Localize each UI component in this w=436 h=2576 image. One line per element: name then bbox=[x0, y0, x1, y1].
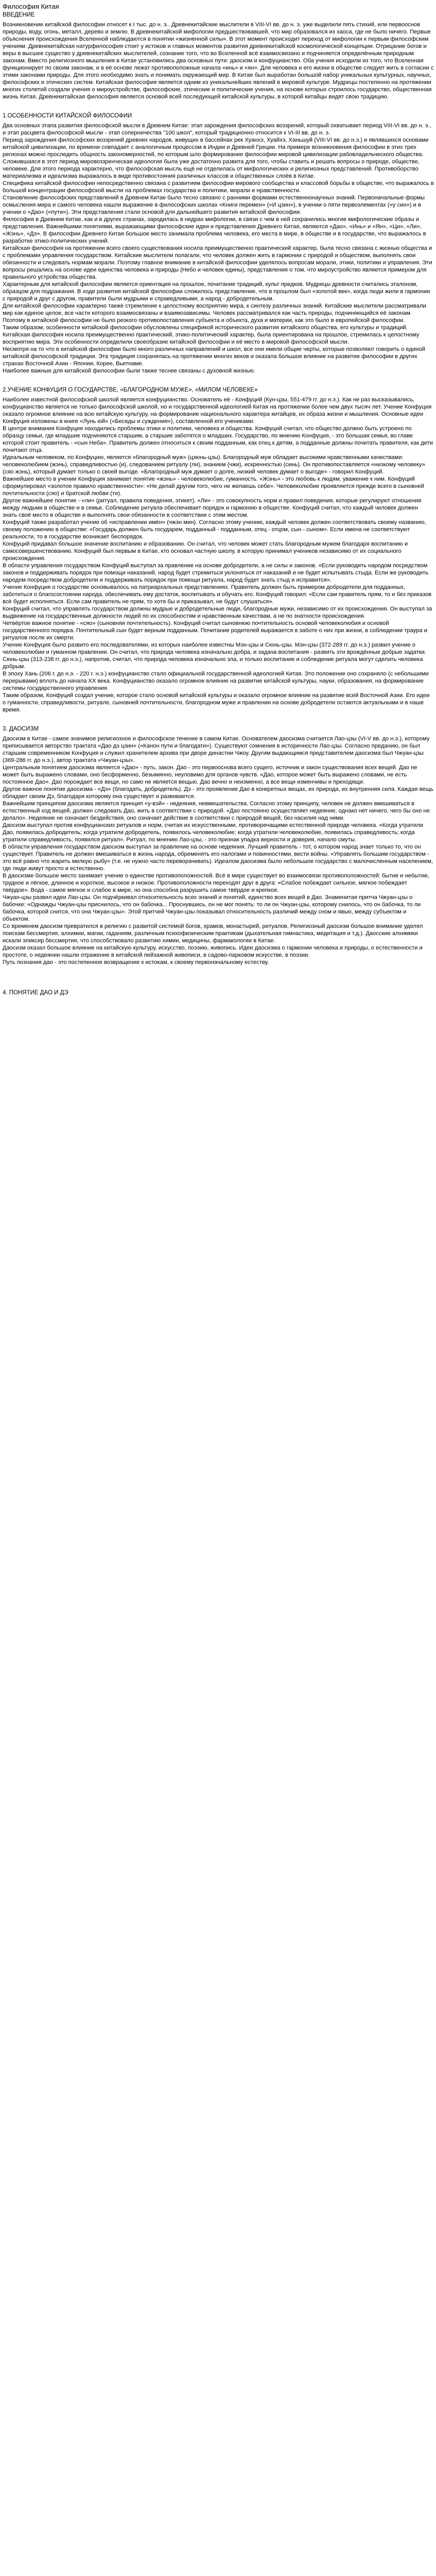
paragraph: Важнейшее место в учении Конфуция занимает понятие «жэнь» - человеколюбие, гуманность. «Жэнь» - это любовь к людям, уважение к ним. Конфуций сформулировал «золотое правило нравственности»: «Не делай другим того, чего не желаешь себе». Человеколюбие проявляется прежде всего в сыновней почтительности (сяо) и братской любви (ти). bbox=[3, 476, 424, 497]
section-2-body bbox=[3, 396, 434, 714]
paragraph: Конфуций также разработал учение об «исправлении имён» (чжэн мин). Согласно этому учению, каждый человек должен соответствовать своему названию, своему положению в обществе: «Государь должен быть государем, подданный - подданным, отец - отцом, сын - сыном». Если имена не соответствуют реальности, то в государстве возникает беспорядок. bbox=[3, 519, 426, 540]
paragraph: Конфуций считал, что управлять государством должны мудрые и добродетельные люди, благородные мужи, независимо от их происхождения. Он выступал за выдвижение на государственные должности людей по их способностям и нравственным качествам, а не по знатности происхождения. bbox=[3, 606, 432, 619]
paragraph: В даосизме большое место занимает учение о единстве противоположностей. Всё в мире существует во взаимосвязи противоположностей: бытие и небытие, трудное и лёгкое, длинное и короткое, высокое и низкое. Противоположности переходят друг в друга: «Слабое побеждает сильное, мягкое побеждает твёрдое». Вода - самое мягкое и слабое в мире, но она способна разрушить самое твёрдое и крепкое. bbox=[3, 873, 429, 893]
paragraph: Наиболее важные для китайской философии были также теснее связаны с духовной жизнью. bbox=[3, 368, 255, 374]
document-subtitle: ВВЕДЕНИЕ bbox=[3, 12, 35, 18]
section-3-body bbox=[3, 735, 434, 966]
paragraph: Со временем даосизм превратился в религию с развитой системой богов, храмов, монастырей, ритуалов. Религиозный даосизм большое внимание уделял поискам бессмертия, алхимии, магии, гаданиям, различным психофизическим практикам (дыхательная гимнастика, медитация и т.д.). Даосские алхимики искали эликсир бессмертия, что способствовало развитию химии, медицины, фармакологии в Китае. bbox=[3, 923, 423, 944]
paragraph: Центральным понятием даосизма является «Дао» - путь, закон. Дао - это первооснова всего сущего, источник и закон существования всех вещей. Дао не может быть выражено словами, оно бесформенно, безымянно, неуловимо для органов чувств. «Дао, которое может быть выражено словами, не есть постоянное Дао». Дао порождает все вещи, но само не является вещью. Дао вечно и неизменно, а все вещи изменчивы и преходящи. bbox=[3, 765, 417, 785]
paragraph: Учение Конфуция о государстве основывалось на патриархальных представлениях. Правитель должен быть примером добродетели для подданных, заботиться о благосостоянии народа, обеспечивать ему достаток, воспитывать и обучать его. Конфуций говорил: «Если сам правитель прям, то и без приказов всё будет исполняться. Если сам правитель не прям, то хотя бы и приказывал, не будут слушаться». bbox=[3, 584, 432, 605]
paragraph: Философия в Древнем Китае, как и в других странах, зародилась в недрах мифологии, в связи с чем в ней сохранились многие мифологические образы и представления. Важнейшими понятиями, выражающими философские идеи и представления Древнего Китая, являются «Дао», «Инь» и «Ян», «Ци», «Ли», «Жэнь», «Дэ». В философии Древнего Китая большое место занимала проблема человека, его места в мире, в обществе и в государстве, что выражалось в разработке этико-политических учений. bbox=[3, 216, 426, 244]
section-1-heading: 1.ОСОБЕННОСТИ КИТАЙСКОЙ ФИЛОСОФИИ bbox=[3, 113, 132, 119]
paragraph: Наиболее известной философской школой является конфуцианство. Основатель её - Конфуций (Кун-цзы, 551-479 гг. до н.э.). Как не раз высказывались, конфуцианство является не только философской школой, но и государственной идеологией Китая на протяжении более чем двух тысяч лет. Учение Конфуция оказало огромное влияние на всю китайскую культуру, на формирование национального характера китайцев, их образа жизни и мышления. Основные идеи Конфуция изложены в книге «Лунь юй» («Беседы и суждения»), составленной его учениками. bbox=[3, 397, 432, 425]
paragraph: Даосизм оказал большое влияние на китайскую культуру, искусство, поэзию, живопись. Идеи даосизма о гармонии человека и природы, о естественности и простоте, о недеянии нашли отражение в китайской пейзажной живописи, в садово-парковом искусстве, в поэзии. bbox=[3, 945, 423, 958]
paragraph: В области управления государством Конфуций выступал за правление на основе добродетели, а не силы и законов. «Если руководить народом посредством законов и поддерживать порядок при помощи наказаний, народ будет стремиться уклоняться от наказаний и не будет испытывать стыда. Если же руководить народом посредством добродетели и поддерживать порядок при помощи ритуала, народ будет знать стыд и исправится». bbox=[3, 563, 429, 583]
paragraph: Характерным для китайской философии является ориентация на прошлое, почитание традиций, культ предков. Мудрецы древности считались эталоном, образцом для подражания. В ходе развития китайской философии сложилось представление, что в прошлом был «золотой век», когда люди жили в гармонии с природой и друг с другом, правители были мудрыми и справедливыми, а народ - добродетельным. bbox=[3, 281, 430, 302]
paragraph: Таким образом, особенности китайской философии обусловлены спецификой исторического развития китайского общества, его культуры и традиций. Китайская философия носила преимущественно практический, этико-политический характер, была ориентирована на прошлое, стремилась к целостному восприятию мира. Эти особенности определили своеобразие китайской философии и её место в мировой философской мысли. bbox=[3, 325, 420, 345]
paragraph: Даосизм в Китае - самое значимое религиозное и философское течение в самом Китае. Основателем даосизма считается Лао-цзы (VI-V вв. до н.э.), которому приписывается авторство трактата «Дао дэ цзин» («Канон пути и благодати»). Существуют сомнения в историчности Лао-цзы. Согласно преданию, он был старшим современником Конфуция и служил хранителем архива при дворе династии Чжоу. Другим выдающимся представителем даосизма был Чжуан-цзы (369-286 гг. до н.э.), автор трактата «Чжуан-цзы». bbox=[3, 736, 430, 764]
paragraph: Учение Конфуция было развито его последователями, из которых наиболее известны Мэн-цзы и Сюнь-цзы. Мэн-цзы (372-289 гг. до н.э.) развил учение о человеколюбии и гуманном правлении. Он считал, что природа человека изначально добра, и задача воспитания - развить эти врождённые добрые задатки. Сюнь-цзы (313-238 гг. до н.э.), напротив, считал, что природа человека изначально зла, и только воспитание и соблюдение ритуала могут сделать человека добрым. bbox=[3, 642, 426, 670]
paragraph: Таким образом, Конфуций создал учение, которое стало основой китайской культуры и оказало огромное влияние на развитие всей Восточной Азии. Его идеи о гуманности, справедливости, ритуале, сыновней почтительности, благородном муже и правлении на основе добродетели остаются актуальными и в наше время. bbox=[3, 692, 430, 713]
paragraph: Конфуций придавал большое значение воспитанию и образованию. Он считал, что человек может стать благородным мужем благодаря воспитанию и самосовершенствованию. Конфуций был первым в Китае, кто основал частную школу, в которую принимал учеников независимо от их социального происхождения. bbox=[3, 541, 408, 562]
document-title: Философия Китая bbox=[3, 3, 59, 10]
paragraph: Период зарождения философских воззрений древних народов, живущих в бассейнах рек Хуанхэ, Хуайхэ, Ханьшуй (VIII-VI вв. до н.э.) и являвшихся основами китайской цивилизации, по времени совпадает с аналогичным процессом в Индии и Древней Греции. На примере возникновения философии в этих трех регионах можно проследить общность закономерностей, по которым шло формирование философии мировой цивилизации рабовладельческого общества. bbox=[3, 137, 429, 158]
section-2-heading: 2.УЧЕНИЕ КОНФУЦИЯ О ГОСУДАРСТВЕ, «БЛАГОРОДНОМ МУЖЕ», «МИЛОМ ЧЕЛОВЕКЕ» bbox=[3, 387, 258, 393]
paragraph: В центре внимания Конфуция находились проблемы этики и политики, человека и общества. Конфуций считал, что общество должно быть устроено по образцу семьи, где младшие подчиняются старшим, а старшие заботятся о младших. Государство, по мнению Конфуция, - это большая семья, во главе которой стоит правитель - «сын Неба». Правитель должен относиться к своим подданным, как отец к детям, а подданные должны почитать правителя, как дети почитают отца. bbox=[3, 426, 433, 453]
paragraph: Четвёртое важное понятие - «сяо» (сыновняя почтительность). Конфуций считал сыновнюю почтительность основой человеколюбия и основой государственного порядка. Почтительный сын будет верным подданным. Почитание родителей выражается в заботе о них при жизни, в соблюдении траура и ритуалов после их смерти. bbox=[3, 620, 427, 641]
document-page bbox=[0, 0, 436, 1005]
paragraph: Два основных этапа развития философской мысли в Древнем Китае: этап зарождения философских воззрений, который охватывает период VIII-VI вв. до н. э., и этап расцвета философской мысли - этап соперничества "100 школ", который традиционно относится к VI-III вв. до н. э. bbox=[3, 123, 431, 136]
paragraph: Сложившаяся в этот период мировоззренческая идеология была уже достаточно развита для того, чтобы ставить и решать вопросы о природе, обществе, человеке. Для этого периода характерно, что философская мысль ещё не отделилась от мифологических и религиозных представлений. Противоборство материализма и идеализма выражалось в виде противостояния различных классов и общественных слоёв в Китае. bbox=[3, 159, 420, 179]
section-1-body bbox=[3, 122, 434, 375]
paragraph: Китайская философия на протяжении всего своего существования носила преимущественно практический характер, была тесно связана с жизнью общества и с проблемами управления государством. Китайские мыслители полагали, что человек должен жить в гармонии с природой и обществом, выполнять свои обязанности и следовать нормам морали. Поэтому главное внимание в китайской философии уделялось вопросам морали, этики, политики и управления. Эти вопросы решались на основе идеи единства человека и природы (Небо и человек едины), представления о том, что мироустройство является примером для правильного устройства общества. bbox=[3, 245, 432, 280]
paragraph: Специфика китайской философии непосредственно связана с развитием философии мирового сообщества и классовой борьбы в обществе, что выражалось в большой концентрации философской мысли на проблемах государства и политики, морали и нравственности. bbox=[3, 180, 434, 194]
paragraph: Важнейшим принципом даосизма является принцип «у-вэй» - недеяния, невмешательства. Согласно этому принципу, человек не должен вмешиваться в естественный ход вещей, должен следовать Дао, жить в соответствии с природой. «Дао постоянно осуществляет недеяние, однако нет ничего, чего бы оно не делало». Недеяние не означает бездействия, оно означает действие в соответствии с природой вещей, без насилия над ними. bbox=[3, 801, 430, 821]
paragraph: Для китайской философии характерно также стремление к целостному восприятию мира, к синтезу различных знаний. Китайские мыслители рассматривали мир как единое целое, все части которого взаимосвязаны и взаимозависимы. Человек рассматривался как часть природы, подчиняющийся её законам. Поэтому в китайской философии не было резкого противопоставления субъекта и объекта, духа и материи, как это было в европейской философии. bbox=[3, 303, 426, 324]
paragraph: В области управления государством даосизм выступал за правление на основе недеяния. Лучший правитель - тот, о котором народ знает только то, что он существует. Правитель не должен вмешиваться в жизнь народа, обременять его налогами и повинностями, вести войны. «Управлять большим государством - это всё равно что жарить мелкую рыбу» (т.е. не нужно часто переворачивать). Идеалом даосизма было небольшое государство с малочисленным населением, где люди живут просто и естественно. bbox=[3, 844, 433, 872]
paragraph: Даосизм выступал против конфуцианских ритуалов и норм, считая их искусственными, противоречащими естественной природе человека. «Когда утратили Дао, появилась добродетель; когда утратили добродетель, появилось человеколюбие; когда утратили человеколюбие, появилась справедливость; когда утратили справедливость, появился ритуал». Ритуал, по мнению Лао-цзы, - это признак упадка верности и доверия, начало смуты. bbox=[3, 822, 423, 843]
section-4-heading: 4. ПОНЯТИЕ ДАО И ДЭ bbox=[3, 990, 68, 996]
paragraph: Идеальным человеком, по Конфуцию, является «благородный муж» (цзюнь-цзы). Благородный муж обладает высокими нравственными качествами: человеколюбием (жэнь), справедливостью (и), следованием ритуалу (ли), знанием (чжи), искренностью (синь). Он противопоставляется «низкому человеку» (сяо жэнь), который думает только о своей выгоде. «Благородный муж думает о долге, низкий человек думает о выгоде» - говорил Конфуций. bbox=[3, 454, 425, 475]
paragraph: Путь познания дао - это постепенное возвращение к истокам, к своему первоначальному естеству. bbox=[3, 959, 269, 965]
paragraph: Несмотря на то что в китайской философии было много различных направлений и школ, все они имели общие черты, которые позволяют говорить о единой китайской философской традиции. Эта традиция сохранялась на протяжении многих веков и оказала большое влияние на развитие философии в других странах Восточной Азии - Японии, Корее, Вьетнаме. bbox=[3, 346, 425, 367]
paragraph: Возникновение китайской философии относят к I тыс. до н. э.. Древнекитайские мыслители в VIII-VI вв. до н. э. уже выделили пять стихий, или первооснов природы, воду, огонь, металл, дерево и землю. В древнекитайской мифологии предшествовавшей, что мир образовался из хаоса, где не было ничего. Первые объяснения происхождения Вселенной наблюдаются в понятии «жизненной силы». В этот момент происходит переход от мифологии к первым философским учениям. Древнекитайская натурфилософия стоит у истоков и главных моментов развития древнекитайской космологической концепции. Отрицание богов и веры в высшее существо у древнекитайских мыслителей, сознание того, что во Вселенной всё взаимосвязано и подчиняется определённым природным законам. Вместо религиозного мышления в Китае установились два основных пути: даосизм и конфуцианство. Оба учения исходили из того, что Вселенная функционирует по своим законам, и в её основе лежат противоположные начала «инь» и «ян». Для человека и его жизни в обществе следует жить в согласии с этими законами природы. Для этого необходимо знать и понимать окружающий мир. В Китае был выработан большой набор уникальных культурных, научных, философских и этических систем. Китайская философия является одним из уникальнейших явлений в мировой культуре. Мудрецы постепенно на протяжении многих столетий создали учения о мироустройстве, философские, этические и политические учения, на основе которых строилось государство, общественная жизнь Китая. Древнекитайская философия является основой всей последующей китайской культуры, в которой китайцы видят свою традицию. bbox=[3, 22, 434, 100]
section-3-heading: 3. ДАОСИЗМ bbox=[3, 726, 39, 732]
paragraph: Становление философских представлений в Древнем Китае было тесно связано с ранними формами естественнонаучных знаний. Первоначальные формы осмысления мира и самого человека нашли выражение в философских школах «Книги перемен» («И цзин»), в учении о пяти первоэлементах («у син») и в учении о «Дао» («пути»). Эти представления стали основой для дальнейшего развития китайской философии. bbox=[3, 195, 425, 215]
paragraph: Другое важнейшее понятие - «ли» (ритуал, правила поведения, этикет). «Ли» - это совокупность норм и правил поведения, которые регулируют отношения между людьми в обществе и в семье. Соблюдение ритуала обеспечивает порядок и гармонию в обществе. Конфуций считал, что каждый человек должен знать своё место в обществе и выполнять свои обязанности в соответствии с этим местом. bbox=[3, 498, 422, 518]
paragraph: Чжуан-цзы развил идеи Лао-цзы. Он подчёркивал относительность всех знаний и понятий, единство всех вещей в Дао. Знаменитая притча Чжуан-цзы о бабочке: «Однажды Чжуан-цзы приснилось, что он бабочка... Проснувшись, он не мог понять: то ли он Чжуан-цзы, которому снилось, что он бабочка, то ли бабочка, которой снится, что она Чжуан-цзы». Этой притчей Чжуан-цзы показывал относительность различий между сном и явью, между субъектом и объектом. bbox=[3, 894, 421, 922]
paragraph: Другое важное понятие даосизма - «Дэ» (благодать, добродетель). Дэ - это проявление Дао в конкретных вещах, их природа, их внутренняя сила. Каждая вещь обладает своим Дэ, благодаря которому она существует и развивается. bbox=[3, 786, 433, 800]
intro-section bbox=[3, 21, 434, 100]
paragraph: В эпоху Хань (206 г. до н.э. - 220 г. н.э.) конфуцианство стало официальной государственной идеологией Китая. Это положение оно сохраняло (с небольшими перерывами) вплоть до начала XX века. Конфуцианство оказало огромное влияние на развитие китайской культуры, науки, образования, на формирование системы государственного управления. bbox=[3, 671, 429, 691]
